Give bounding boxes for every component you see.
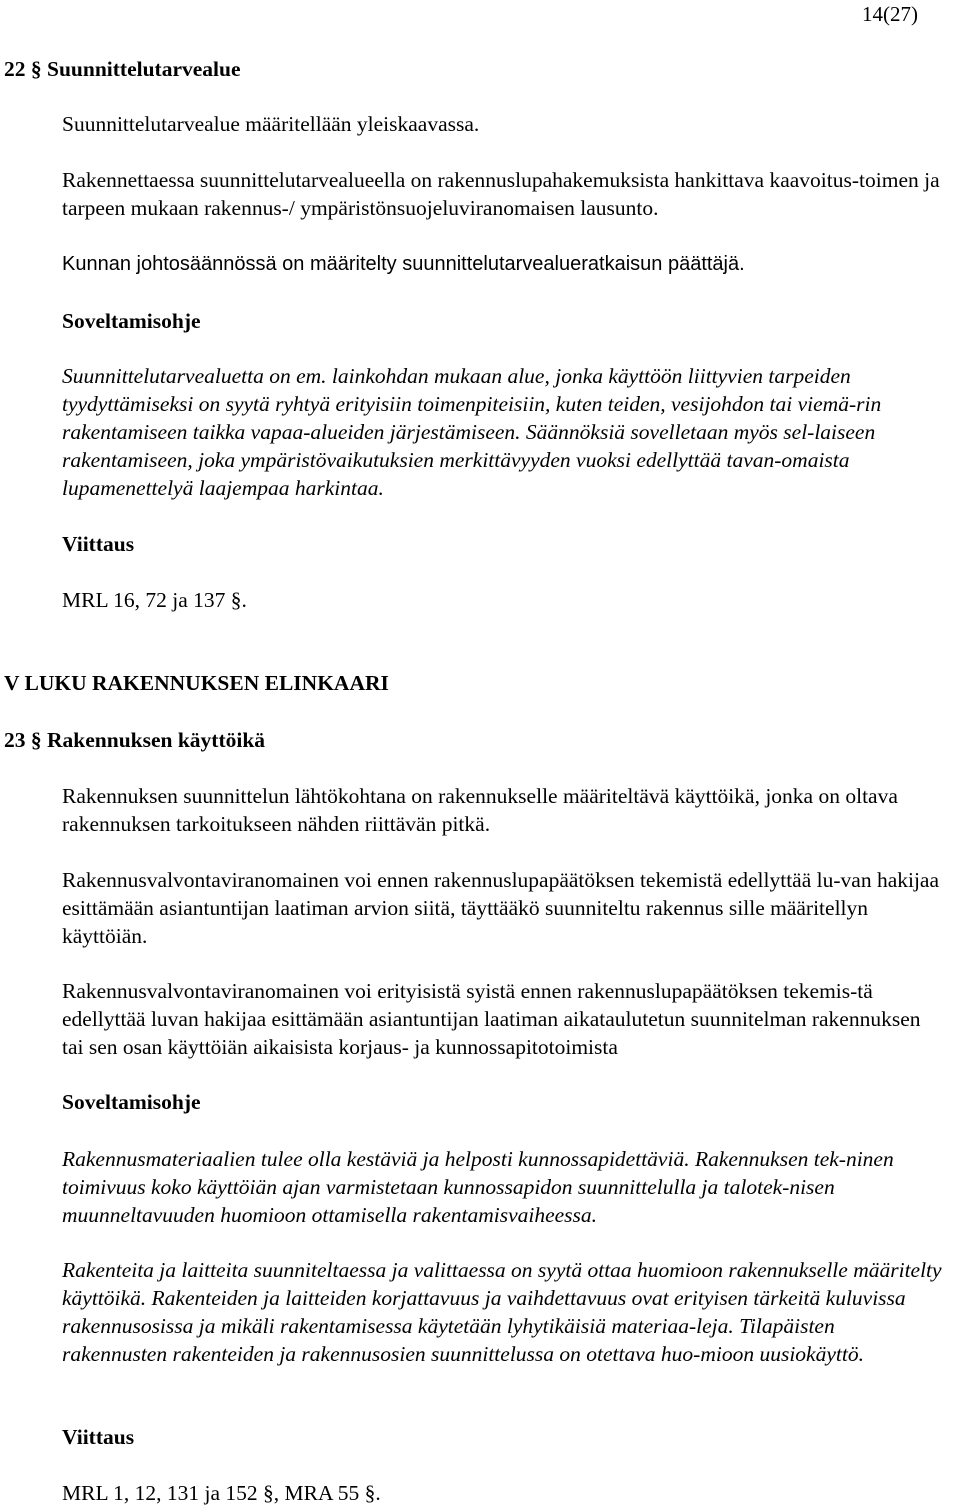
body-paragraph: Rakennettaessa suunnittelutarvealueella on rakennuslupahakemuksista hankittava kaavoitus-toimen ja tarpeen mukaan rakennus-/ ympäristönsuojeluviranomaisen lausunto. xyxy=(62,168,940,220)
guidance-heading: Soveltamisohje xyxy=(62,309,201,333)
guidance-heading: Soveltamisohje xyxy=(62,1090,201,1114)
chapter-heading: V LUKU RAKENNUKSEN ELINKAARI xyxy=(4,671,389,695)
reference-heading: Viittaus xyxy=(62,1425,135,1449)
section-heading: 22 § Suunnittelutarvealue xyxy=(4,57,241,81)
body-paragraph: Rakennusvalvontaviranomainen voi ennen rakennuslupapäätöksen tekemistä edellyttää lu-van hakijaa esittämään asiantuntijan laatiman arvion siitä, täyttääkö suunniteltu rakennus sille määritellyn käyttöiän. xyxy=(62,868,940,948)
guidance-text: Rakennusmateriaalien tulee olla kestäviä ja helposti kunnossapidettäviä. Rakennuksen tek-ninen toimivuus koko käyttöiän ajan varmistetaan kunnossapidon suunnittelulla ja talotek-nisen muunneltavuuden huomioon ottamisella rakentamisvaiheessa. xyxy=(62,1147,894,1227)
body-paragraph: Rakennusvalvontaviranomainen voi erityisistä syistä ennen rakennuslupapäätöksen tekemis-tä edellyttää luvan hakijaa esittämään asiantuntijan laatiman aikataulutetun suunnitelman rakennuksen tai sen osan käyttöiän aikaisista korjaus- ja kunnossapitotoimista xyxy=(62,979,921,1059)
section-heading: 23 § Rakennuksen käyttöikä xyxy=(4,728,266,752)
reference-heading: Viittaus xyxy=(62,532,135,556)
reference-text: MRL 1, 12, 131 ja 152 §, MRA 55 §. xyxy=(62,1481,381,1505)
guidance-text: Rakenteita ja laitteita suunniteltaessa ja valittaessa on syytä ottaa huomioon rakennukselle määritelty käyttöikä. Rakenteiden ja laitteiden korjattavuus ja vaihdettavuus ovat erityisen tärkeitä kuluvissa rakennusosissa ja mikäli rakentamisessa käytetään lyhytikäisiä materiaa-leja. Tilapäisten rakennusten rakenteiden ja rakennusosien suunnittelussa on otettava huo-mioon uusiokäyttö. xyxy=(62,1258,942,1366)
body-paragraph: Suunnittelutarvealue määritellään yleiskaavassa. xyxy=(62,112,480,136)
guidance-text: Suunnittelutarvealuetta on em. lainkohdan mukaan alue, jonka käyttöön liittyvien tarpeiden tyydyttämiseksi on syytä ryhtyä erityisiin toimenpiteisiin, kuten teiden, vesijohdon tai viemä-rin rakentamiseen taikka vapaa-alueiden järjestämiseen. Säännöksiä sovelletaan myös sel-laiseen rakentamiseen, joka ympäristövaikutuksien merkittävyyden vuoksi edellyttää tavan-omaista lupamenettelyä laajempaa harkintaa. xyxy=(62,364,882,500)
body-paragraph: Kunnan johtosäännössä on määritelty suunnittelutarvealueratkaisun päättäjä. xyxy=(62,253,745,275)
page-number: 14(27) xyxy=(862,2,918,26)
reference-text: MRL 16, 72 ja 137 §. xyxy=(62,588,247,612)
body-paragraph: Rakennuksen suunnittelun lähtökohtana on rakennukselle määriteltävä käyttöikä, jonka on oltava rakennuksen tarkoitukseen nähden riittävän pitkä. xyxy=(62,784,898,836)
